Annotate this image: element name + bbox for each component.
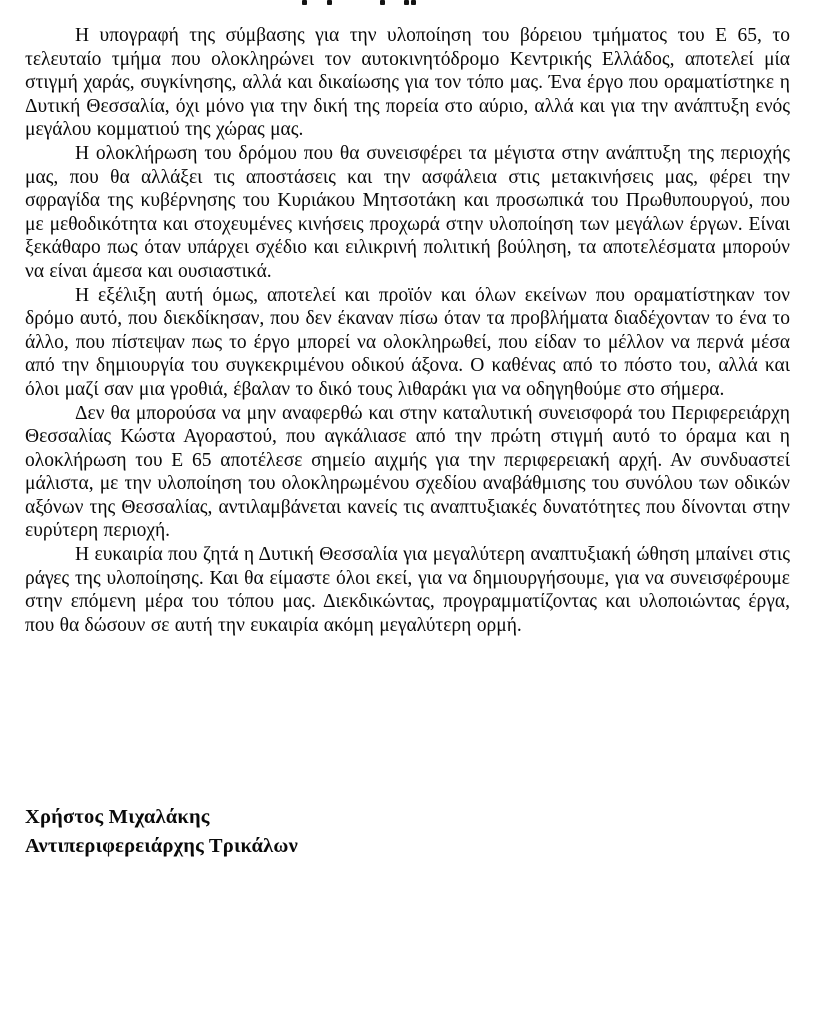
remnant-dot [380,0,385,5]
signature-block [25,803,298,861]
remnant-dot [302,0,307,5]
signature-title: Αντιπεριφερειάρχης Τρικάλων [25,835,298,857]
paragraph-1: Η υπογραφή της σύμβασης για την υλοποίηση του βόρειου τμήματος του Ε 65, το τελευταίο τμήμα που ολοκληρώνει τον αυτοκινητόδρομο Κεντρικής Ελλάδος, αποτελεί μία στιγμή χαράς, συγκίνησης, αλλά και δικαίωσης για τον τόπο μας. Ένα έργο που οραματίστηκε η Δυτική Θεσσαλία, όχι μόνο για την δική της πορεία στο αύριο, αλλά και για την ανάπτυξη ενός μεγάλου κομματιού της χώρας μας. [25,25,790,141]
paragraph-3: Η εξέλιξη αυτή όμως, αποτελεί και προϊόν και όλων εκείνων που οραματίστηκαν τον δρόμο αυτό, που διεκδίκησαν, που δεν έκαναν πίσω όταν τα προβλήματα διαδέχονταν το ένα το άλλο, που πίστεψαν πως το έργο μπορεί να ολοκληρωθεί, που είδαν το μέλλον να περνά μέσα από την δημιουργία του συγκεκριμένου οδικού άξονα. Ο καθένας από το πόστο του, αλλά και όλοι μαζί σαν μια γροθιά, έβαλαν το δικό τους λιθαράκι για να οδηγηθούμε στο σήμερα. [25,284,790,400]
remnant-dot [411,0,416,5]
paragraph-4: Δεν θα μπορούσα να μην αναφερθώ και στην καταλυτική συνεισφορά του Περιφερειάρχη Θεσσαλίας Κώστα Αγοραστού, που αγκάλιασε από την πρώτη στιγμή αυτό το όραμα και η ολοκλήρωση του Ε 65 αποτέλεσε σημείο αιχμής για την περιφερειακή αρχή. Αν συνδυαστεί μάλιστα, με την υλοποίηση του ολοκληρωμένου σχεδίου αναβάθμισης του συνόλου των οδικών αξόνων της Θεσσαλίας, αντιλαμβάνεται κανείς τις αναπτυξιακές δυνατότητες που δίνονται στην ευρύτερη περιοχή. [25,402,790,542]
paragraph-2: Η ολοκλήρωση του δρόμου που θα συνεισφέρει τα μέγιστα στην ανάπτυξη της περιοχής μας, που θα αλλάξει τις αποστάσεις και την ασφάλεια στις μετακινήσεις μας, φέρει την σφραγίδα της κυβέρνησης του Κυριάκου Μητσοτάκη και προσωπικά του Πρωθυπουργού, που με μεθοδικότητα και στοχευμένες κινήσεις προχωρά στην υλοποίηση των μεγάλων έργων. Είναι ξεκάθαρο πως όταν υπάρχει σχέδιο και ειλικρινή πολιτική βούληση, τα αποτελέσματα μπορούν να είναι άμεσα και ουσιαστικά. [25,142,790,282]
signature-name: Χρήστος Μιχαλάκης [25,806,210,828]
remnant-dot [327,0,332,5]
paragraph-5: Η ευκαιρία που ζητά η Δυτική Θεσσαλία για μεγαλύτερη αναπτυξιακή ώθηση μπαίνει στις ράγες της υλοποίησης. Και θα είμαστε όλοι εκεί, για να δημιουργήσουμε, για να συνεισφέρουμε στην επόμενη μέρα του τόπου μας. Διεκδικώντας, προγραμματίζοντας και υλοποιώντας έργα, που θα δώσουν σε αυτή την ευκαιρία ακόμη μεγαλύτερη ορμή. [25,544,790,636]
remnant-dot [404,0,409,5]
cut-off-text-remnant [0,0,831,8]
document-body [25,24,790,637]
